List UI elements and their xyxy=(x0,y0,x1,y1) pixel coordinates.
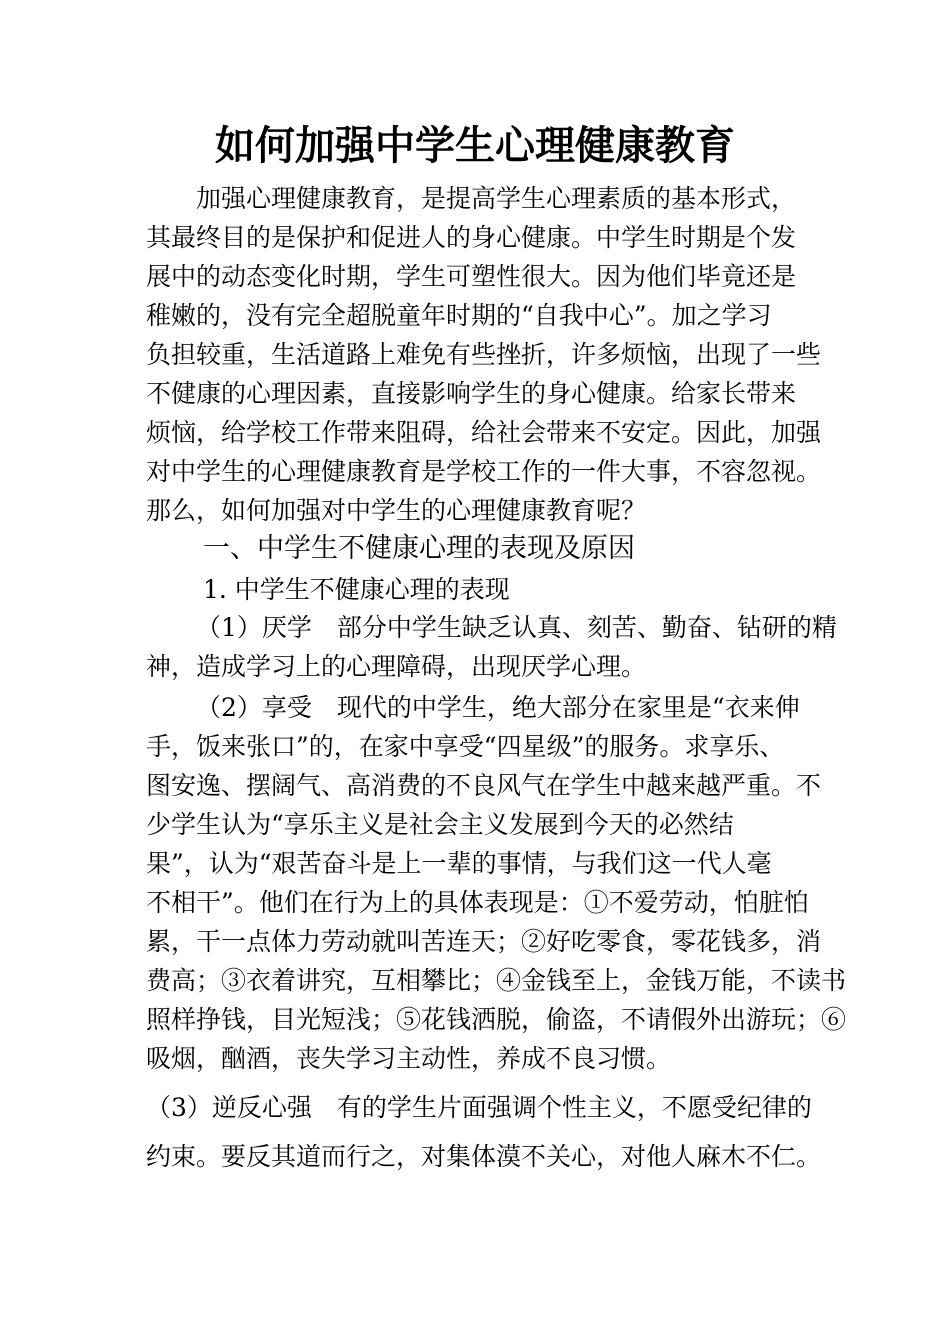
paragraph-line: 少学生认为“享乐主义是社会主义发展到今天的必然结 xyxy=(146,810,734,839)
paragraph-line: 展中的动态变化时期，学生可塑性很大。因为他们毕竟还是 xyxy=(146,262,797,291)
document-title: 如何加强中学生心理健康教育 xyxy=(215,123,735,169)
paragraph-line: 烦恼，给学校工作带来阻碍，给社会带来不安定。因此，加强 xyxy=(146,418,822,447)
paragraph-line: 吸烟，酗酒，丧失学习主动性，养成不良习惯。 xyxy=(146,1044,672,1073)
paragraph-line: 那么，如何加强对中学生的心理健康教育呢？ xyxy=(146,496,647,525)
paragraph-line: 对中学生的心理健康教育是学校工作的一件大事，不容忽视。 xyxy=(146,457,822,486)
paragraph-line: 神，造成学习上的心理障碍，出现厌学心理。 xyxy=(146,652,647,681)
paragraph-line: （1）厌学 部分中学生缺乏认真、刻苦、勤奋、钻研的精 xyxy=(196,613,837,642)
paragraph-line: 图安逸、摆阔气、高消费的不良风气在学生中越来越严重。不 xyxy=(146,771,822,800)
paragraph-line: 费高；③衣着讲究，互相攀比；④金钱至上，金钱万能，不读书 xyxy=(146,966,847,995)
paragraph-line: 不相干”。他们在行为上的具体表现是：①不爱劳动，怕脏怕 xyxy=(146,888,809,917)
paragraph-line: 手，饭来张口”的，在家中享受“四星级”的服务。求享乐、 xyxy=(146,732,785,761)
paragraph-line: 负担较重，生活道路上难免有些挫折，许多烦恼，出现了一些 xyxy=(146,340,822,369)
paragraph-line: 约束。要反其道而行之，对集体漠不关心，对他人麻木不仁。 xyxy=(146,1142,822,1171)
paragraph-line: 果”，认为“艰苦奋斗是上一辈的事情，与我们这一代人毫 xyxy=(146,849,772,878)
paragraph-line: 照样挣钱，目光短浅；⑤花钱洒脱，偷盗，不请假外出游玩；⑥ xyxy=(146,1005,847,1034)
paragraph-line: 稚嫩的，没有完全超脱童年时期的“自我中心”。加之学习 xyxy=(146,301,772,330)
paragraph-line: （2）享受 现代的中学生，绝大部分在家里是“衣来伸 xyxy=(196,693,800,722)
paragraph-line: 累，干一点体力劳动就叫苦连天；②好吃零食，零花钱多，消 xyxy=(146,927,822,956)
subsection-heading: 1. 中学生不健康心理的表现 xyxy=(203,575,510,604)
paragraph-line: 加强心理健康教育，是提高学生心理素质的基本形式， xyxy=(196,184,797,213)
paragraph-line: 其最终目的是保护和促进人的身心健康。中学生时期是个发 xyxy=(146,223,797,252)
paragraph-line: （3）逆反心强 有的学生片面强调个性主义，不愿受纪律的 xyxy=(146,1093,812,1122)
paragraph-line: 不健康的心理因素，直接影响学生的身心健康。给家长带来 xyxy=(146,379,797,408)
section-heading: 一、中学生不健康心理的表现及原因 xyxy=(203,533,635,564)
